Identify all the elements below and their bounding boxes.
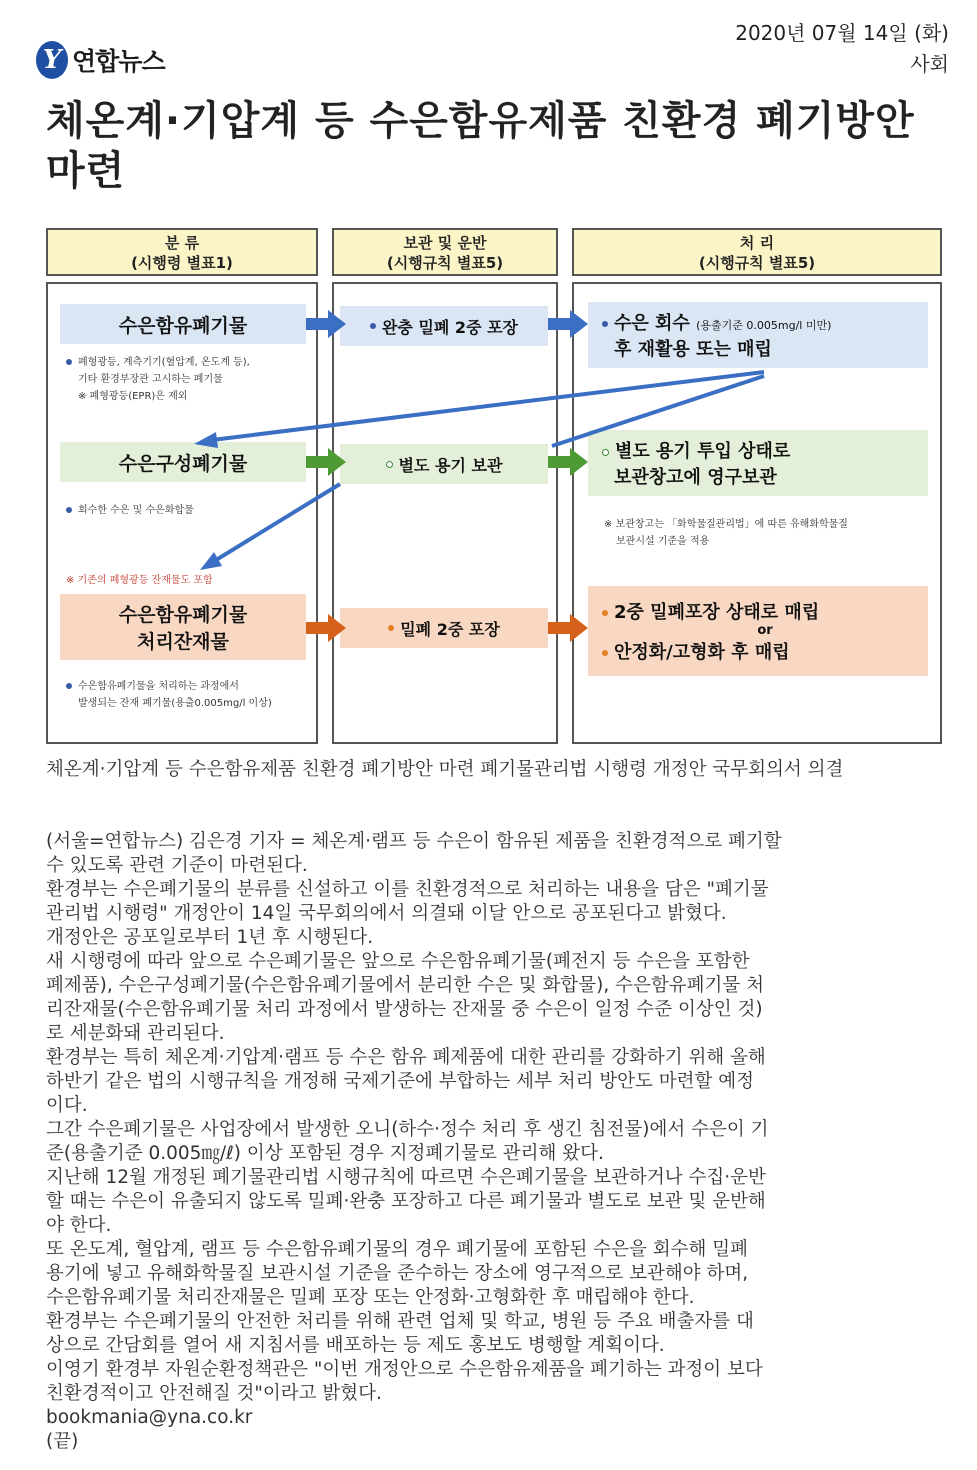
- body-line: 새 시행령에 따라 앞으로 수은폐기물은 앞으로 수은함유폐기물(폐전지 등 수은을 포함한: [46, 951, 750, 972]
- dateline: [735, 18, 949, 80]
- body-line: 수 있도록 관련 기준이 마련된다.: [46, 855, 308, 876]
- column-subtitle: (시행규칙 별표5): [386, 254, 504, 272]
- body-line: 리잔재물(수은함유폐기물 처리 과정에서 발생하는 잔재물 중 수은이 일정 수준 이상인 것): [46, 999, 763, 1020]
- arrow-row2-b-shaft: [548, 456, 572, 468]
- image-caption: 체온계·기압계 등 수은함유제품 친환경 폐기방안 마련 폐기물관리법 시행령 개정안 국무회의서 의결: [46, 759, 844, 780]
- arrow-row1-a-shaft: [306, 318, 330, 330]
- arrow-row3-a-shaft: [306, 622, 330, 634]
- reporter-email[interactable]: bookmania@yna.co.kr: [46, 1407, 253, 1428]
- yonhap-logo-icon: Y: [36, 41, 68, 79]
- body-line: 지난해 12월 개정된 폐기물관리법 시행규칙에 따르면 수은폐기물을 보관하거나 수집·운반: [46, 1167, 766, 1188]
- body-line: 또 온도계, 혈압계, 램프 등 수은함유폐기물의 경우 폐기물에 포함된 수은을 회수해 밀폐: [46, 1239, 748, 1260]
- storage-text: 완충 밀폐 2중 포장: [381, 317, 519, 337]
- category-line: 수은함유폐기물: [118, 604, 248, 626]
- treatment-line: 후 재활용 또는 매립: [614, 339, 772, 360]
- arrow-row2-b-head: [570, 448, 588, 476]
- body-line: 환경부는 특히 체온계·기압계·램프 등 수은 함유 폐제품에 대한 관리를 강화하기 위해 올해: [46, 1047, 766, 1068]
- body-line: 친환경적이고 안전해질 것"이라고 밝혔다.: [46, 1383, 382, 1404]
- mercury-waste-diagram: [44, 222, 944, 746]
- column-title: 분 류: [164, 234, 200, 252]
- note-line: ※ 폐형광등(EPR)은 제외: [78, 391, 188, 402]
- article-section: 사회: [910, 52, 949, 76]
- body-line: 환경부는 수은폐기물의 분류를 신설하고 이를 친환경적으로 처리하는 내용을 담은 "폐기물: [46, 879, 769, 900]
- note-text: 회수한 수은 및 수은화합물: [78, 505, 194, 516]
- category-mercury-containing: 수은함유폐기물: [60, 304, 306, 344]
- body-line: 폐제품), 수은구성폐기물(수은함유폐기물에서 분리한 수은 및 화합물), 수은함유폐기물 처: [46, 975, 764, 996]
- body-line: 로 세분화돼 관리된다.: [46, 1023, 225, 1044]
- body-line: 개정안은 공포일로부터 1년 후 시행된다.: [46, 927, 374, 948]
- treatment-criteria: (용출기준 0.005mg/l 미만): [696, 319, 832, 332]
- body-line: 야 한다.: [46, 1215, 112, 1236]
- article-end-mark: (끝): [46, 1431, 79, 1452]
- category-line: 처리잔재물: [137, 631, 229, 653]
- arrow-diagonal-3-head: [200, 552, 222, 570]
- body-line: 수은함유폐기물 처리잔재물은 밀폐 포장 또는 안정화·고형화한 후 매립해야 한다.: [46, 1287, 695, 1308]
- body-line: 할 때는 수은이 유출되지 않도록 밀폐·완충 포장하고 다른 폐기물과 별도로 보관 및 운반해: [46, 1191, 766, 1212]
- treatment-text: 수은 회수: [614, 313, 690, 334]
- flow-arrows: [44, 222, 944, 746]
- article-body: [46, 830, 946, 1454]
- arrow-row3-b-shaft: [548, 622, 572, 634]
- storage-text: 별도 용기 보관: [398, 455, 503, 475]
- logo-text: 연합뉴스: [72, 47, 165, 76]
- treatment-text: 안정화/고형화 후 매립: [614, 642, 790, 663]
- note-text: 보관시설 기준을 적용: [616, 536, 710, 547]
- yonhap-logo: [36, 40, 165, 80]
- arrow-diagonal-3: [216, 484, 340, 560]
- column-subtitle: (시행규칙 별표5): [698, 254, 816, 272]
- arrow-diagonal-1: [212, 372, 764, 440]
- arrow-row1-b-shaft: [548, 318, 572, 330]
- note-text: ※ 보관창고는 「화학물질관리법」에 따른 유해화학물질: [604, 519, 848, 530]
- arrow-row3-b-head: [570, 614, 588, 642]
- treatment-or: or: [757, 623, 773, 638]
- note-text: 수은함유폐기물을 처리하는 과정에서: [78, 681, 239, 692]
- category-mercury-composed: 수은구성폐기물: [60, 442, 306, 482]
- note-text: 폐형광등, 계측기기(혈압계, 온도계 등),: [78, 357, 250, 368]
- body-line: 환경부는 수은폐기물의 안전한 처리를 위해 관련 업체 및 학교, 병원 등 주요 배출자를 대: [46, 1311, 754, 1332]
- body-line: 이다.: [46, 1095, 88, 1116]
- body-line: 상으로 간담회를 열어 새 지침서를 배포하는 등 제도 홍보도 병행할 계획이다.: [46, 1335, 665, 1356]
- column-title: 보관 및 운반: [403, 234, 487, 252]
- column-title: 처 리: [739, 234, 775, 252]
- arrow-row3-a-head: [328, 614, 346, 642]
- body-line: 그간 수은폐기물은 사업장에서 발생한 오니(하수·정수 처리 후 생긴 침전물)에서 수은이 기: [46, 1119, 769, 1140]
- treatment-text: 2중 밀폐포장 상태로 매립: [614, 602, 820, 623]
- category-pre-note-row3: ※ 기존의 폐형광등 잔재물도 포함: [66, 575, 213, 586]
- body-line: (서울=연합뉴스) 김은경 기자 = 체온계·램프 등 수은이 함유된 제품을 친환경적으로 폐기할: [46, 831, 782, 852]
- arrow-diagonal-1-head: [194, 432, 218, 448]
- arrow-row2-a-shaft: [306, 456, 330, 468]
- body-line: 하반기 같은 법의 시행규칙을 개정해 국제기준에 부합하는 세부 처리 방안도 마련할 예정: [46, 1071, 755, 1092]
- body-line: 이영기 환경부 자원순환정책관은 "이번 개정안으로 수은함유제품을 폐기하는 과정이 보다: [46, 1359, 763, 1380]
- column-subtitle: (시행령 별표1): [131, 254, 233, 272]
- article-date: 2020년 07월 14일 (화): [735, 21, 949, 45]
- storage-text: 밀폐 2중 포장: [400, 619, 500, 639]
- article-headline: 체온계·기압계 등 수은함유제품 친환경 폐기방안 마련: [46, 98, 915, 194]
- note-line: 발생되는 잔재 폐기물(용출0.005mg/l 이상): [78, 698, 272, 709]
- arrow-row1-b-head: [570, 310, 588, 338]
- treatment-text: 별도 용기 투입 상태로: [615, 441, 791, 462]
- treatment-line: 보관창고에 영구보관: [614, 467, 777, 488]
- body-line: 관리법 시행령" 개정안이 14일 국무회의에서 의결돼 이달 안으로 공포된다고 밝혔다.: [46, 903, 727, 924]
- body-line: 준(용출기준 0.005㎎/ℓ) 이상 포함된 경우 지정폐기물로 관리해 왔다.: [46, 1143, 604, 1164]
- arrow-row2-a-head: [328, 448, 346, 476]
- body-line: 용기에 넣고 유해화학물질 보관시설 기준을 준수하는 장소에 영구적으로 보관해야 하며,: [46, 1263, 749, 1284]
- note-line: 기타 환경부장관 고시하는 폐기물: [78, 374, 223, 385]
- arrow-row1-a-head: [328, 310, 346, 338]
